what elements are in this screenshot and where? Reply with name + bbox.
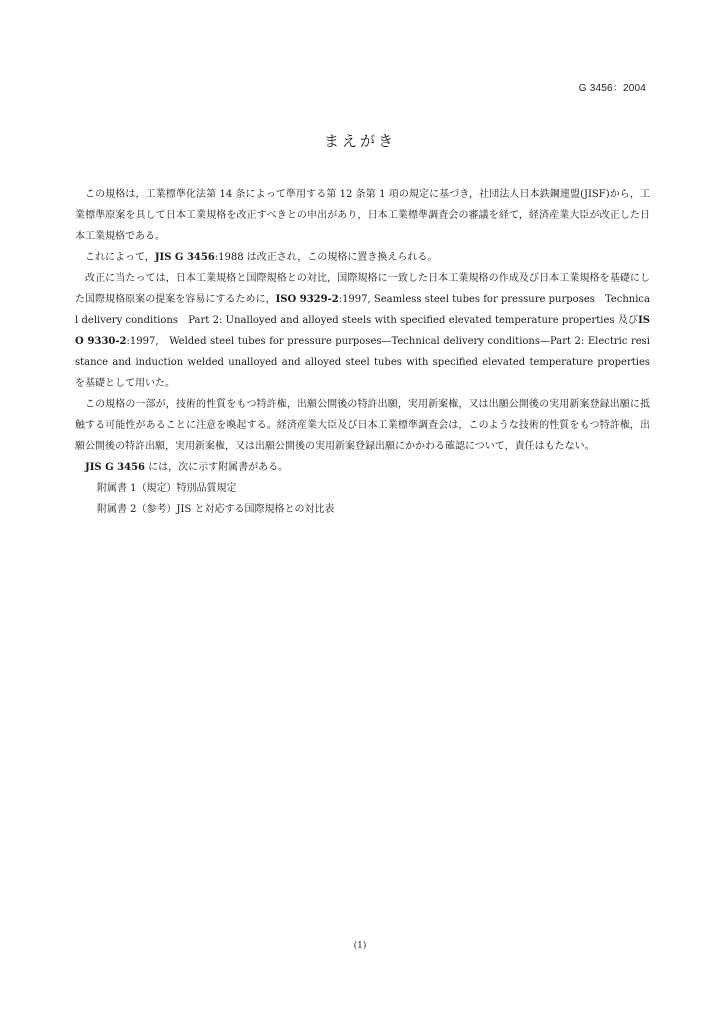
annex-list [75, 478, 650, 520]
paragraph-replacement-suffix: :1988 は改正され，この規格に置き換えられる。 [214, 252, 438, 263]
paragraph-annex-intro [75, 457, 650, 478]
paragraph-iso-prefix: 改正に当たっては，日本工業規格と国際規格との対比，国際規格に一致した日本工業規格の作成及び日本工業規格を基礎にした国際規格原案の提案を容易にするために， [75, 273, 650, 305]
annex-item-2: 附属書 2（参考）JIS と対応する国際規格との対比表 [97, 504, 335, 515]
standard-reference: JIS G 3456 [154, 252, 215, 263]
standard-reference-annex: JIS G 3456 [85, 462, 145, 473]
page-title: まえがき [323, 132, 396, 150]
paragraph-replacement [75, 247, 650, 268]
iso-reference-2: ISO 9330-2 [75, 315, 650, 347]
paragraph-patent-notice: この規格の一部が，技術的性質をもつ特許権，出願公開後の特許出願，実用新案権，又は出願公開後の実用新案登録出願に抵触する可能性があることに注意を喚起する。経済産業大臣及び日本工業標準調査会は，このような技術的性質をもつ特許権，出願公開後の特許出願，実用新案権，又は出願公開後の実用新案登録出願にかかわる確認について，責任はもたない。 [75, 399, 650, 452]
iso-reference-1-title: :1997, Seamless steel tubes for pressure purposes Technical delivery conditions Part 2: Unalloyed and alloyed steels with specified elevated temperature properties 及び [75, 294, 650, 326]
annex-item-1: 附属書 1（規定）特別品質規定 [97, 483, 237, 494]
page-number: (1) [353, 941, 367, 951]
iso-reference-1: ISO 9329-2 [275, 294, 339, 305]
standard-id-header: G 3456：2004 [578, 83, 646, 94]
foreword-body [75, 184, 660, 520]
paragraph-revision-basis: この規格は，工業標準化法第 14 条によって準用する第 12 条第 1 項の規定に基づき，社団法人日本鉄鋼連盟(JISF)から，工業標準原案を具して日本工業規格を改正すべきとの申出があり，日本工業標準調査会の審議を経て，経済産業大臣が改正した日本工業規格である。 [75, 189, 650, 242]
paragraph-annex-intro-suffix: には，次に示す附属書がある。 [144, 462, 289, 473]
paragraph-replacement-prefix: これによって， [85, 252, 155, 263]
paragraph-international-standards [75, 268, 660, 394]
iso-reference-2-title: :1997, Welded steel tubes for pressure purposes—Technical delivery conditions—Part 2: Electric resistance and induction welded unalloyed and alloyed steel tubes with specified elevated temperature properties を基礎として用いた。 [75, 336, 660, 389]
